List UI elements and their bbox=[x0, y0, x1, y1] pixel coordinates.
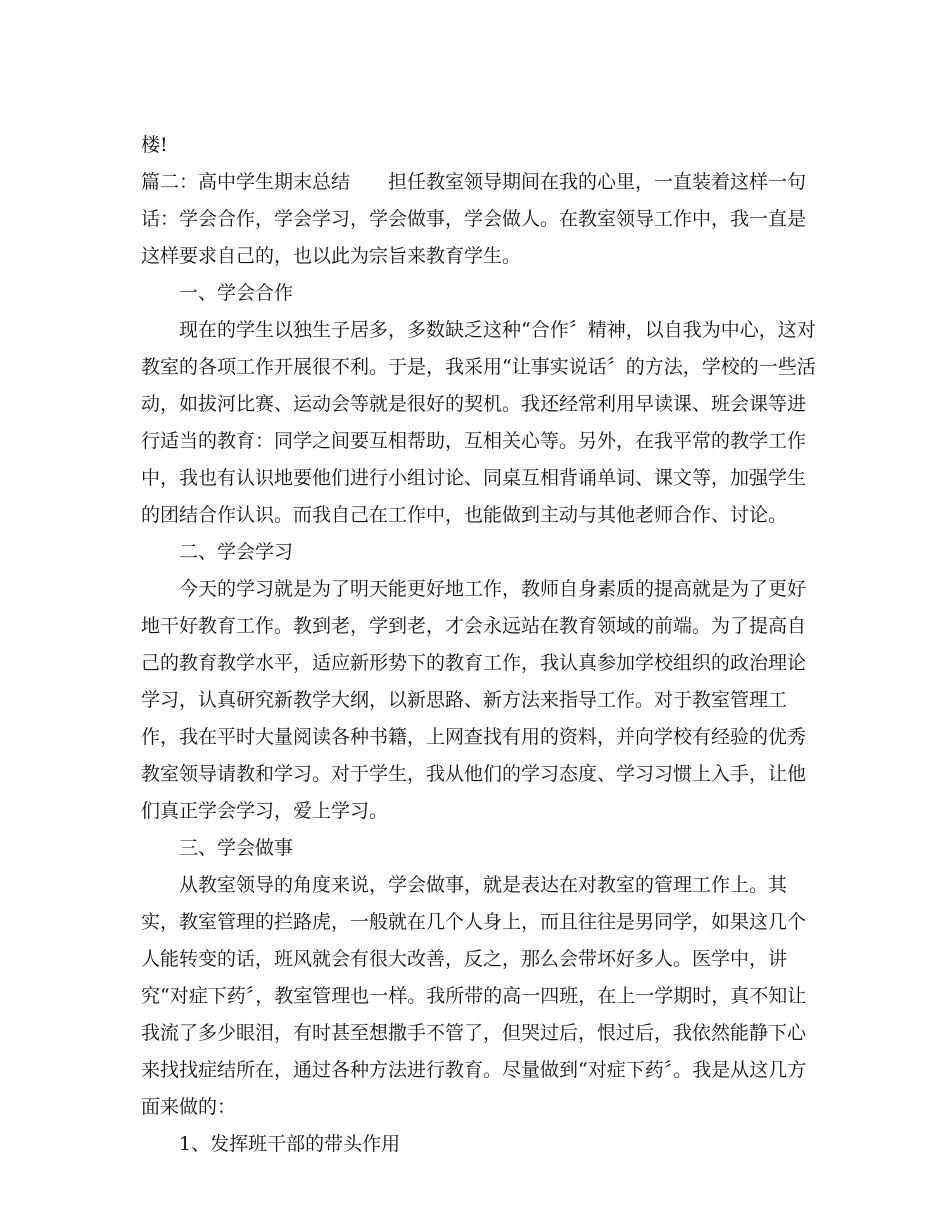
paragraph-learning: 今天的学习就是为了明天能更好地工作，教师自身素质的提高就是为了更好地干好教育工作。教到老，学到老，才会永远站在教育领域的前端。为了提高自己的教育教学水平，适应新形势下的教育工作，我认真参加学校组织的政治理论学习，认真研究新教学大纲，以新思路、新方法来指导工作。对于教室管理工作，我在平时大量阅读各种书籍，上网查找有用的资料，并向学校有经验的优秀教室领导请教和学习。对于学生，我从他们的学习态度、学习习惯上入手，让他们真正学会学习，爱上学习。 bbox=[141, 578, 807, 822]
section-intro-paragraph: 篇二：高中学生期末总结 担任教室领导期间在我的心里，一直装着这样一句话：学会合作，学会学习，学会做事，学会做人。在教室领导工作中，我一直是这样要求自己的，也以此为宗旨来教育学生。 bbox=[141, 171, 807, 267]
subsection-heading-class-leaders: 1、发挥班干部的带头作用 bbox=[179, 1133, 401, 1155]
text-fragment: 楼! bbox=[141, 134, 168, 156]
section-heading-learning: 二、学会学习 bbox=[179, 541, 294, 563]
paragraph-cooperation: 现在的学生以独生子居多，多数缺乏这种“合作〞精神，以自我为中心，这对教室的各项工作开展很不利。于是，我采用“让事实说话〞的方法，学校的一些活动，如拔河比赛、运动会等就是很好的契机。我还经常利用早读课、班会课等进行适当的教育：同学之间要互相帮助，互相关心等。另外，在我平常的教学工作中，我也有认识地要他们进行小组讨论、同桌互相背诵单词、课文等，加强学生的团结合作认识。而我自己在工作中，也能做到主动与其他老师合作、讨论。 bbox=[141, 319, 816, 526]
paragraph-doing-things: 从教室领导的角度来说，学会做事，就是表达在对教室的管理工作上。其实，教室管理的拦路虎，一般就在几个人身上，而且往往是男同学，如果这几个人能转变的话，班风就会有很大改善，反之，那么会带坏好多人。医学中，讲究“对症下药〞，教室管理也一样。我所带的高一四班，在上一学期时，真不知让我流了多少眼泪，有时甚至想撒手不管了，但哭过后，恨过后，我依然能静下心来找找症结所在，通过各种方法进行教育。尽量做到“对症下药〞。我是从这几方面来做的： bbox=[141, 874, 807, 1118]
section-heading-doing-things: 三、学会做事 bbox=[179, 837, 294, 859]
section-heading-cooperation: 一、学会合作 bbox=[179, 282, 294, 304]
